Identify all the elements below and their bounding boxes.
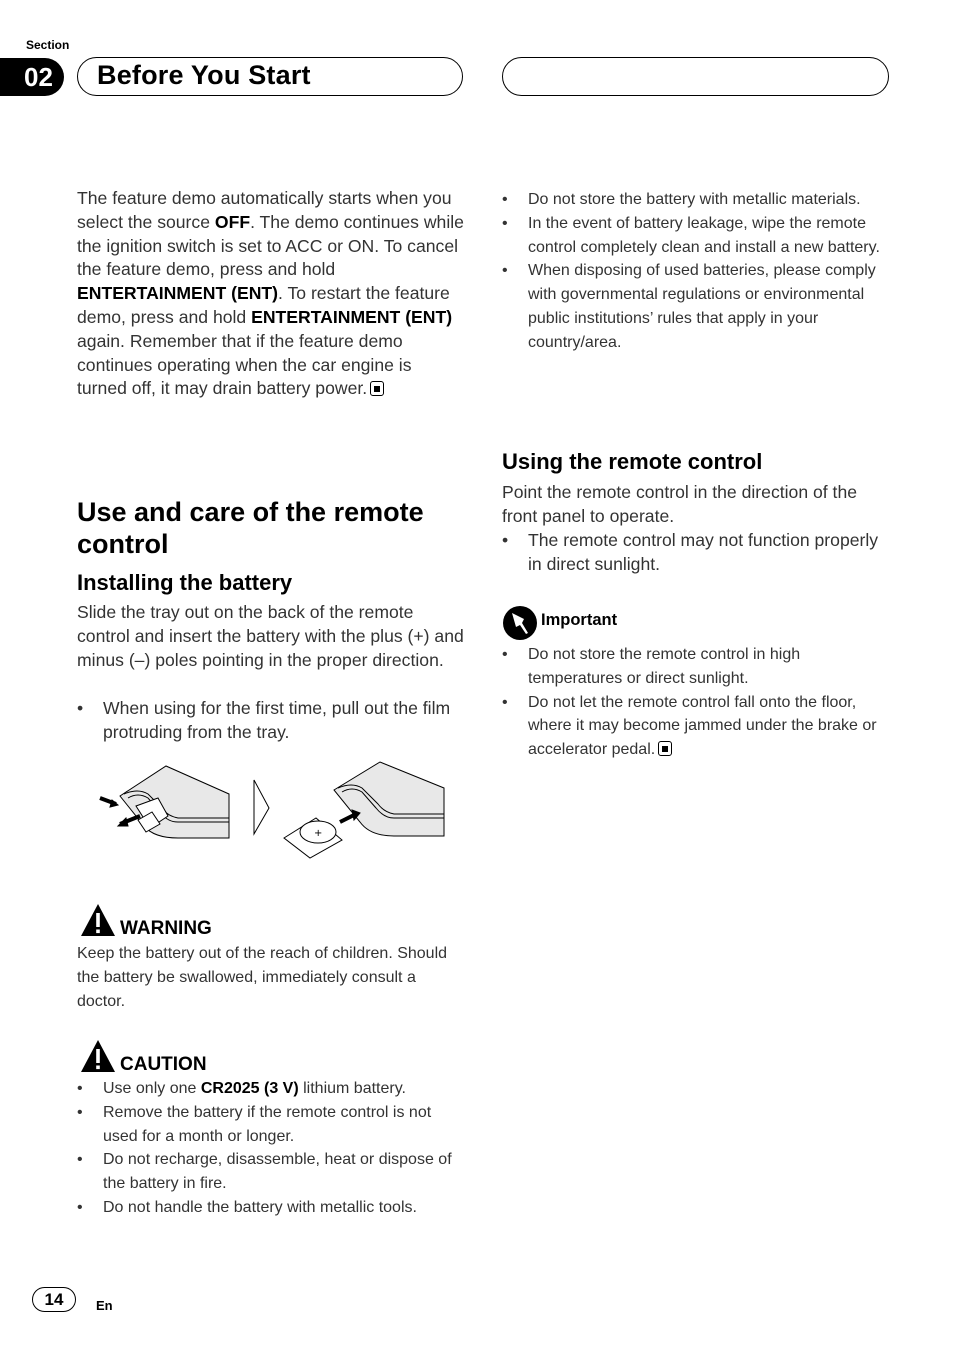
important-icon	[502, 605, 538, 641]
important-label: Important	[541, 611, 618, 629]
caution-icon	[80, 1039, 116, 1073]
list-item: • Do not let the remote control fall onto the floor, where it may become jammed under the brake or accelerator pedal.	[502, 691, 892, 762]
end-of-section-icon	[370, 381, 384, 396]
section-number-badge: 02	[0, 58, 64, 96]
using-remote-bullets	[502, 529, 892, 577]
list-item: • The remote control may not function properly in direct sunlight.	[502, 529, 892, 577]
list-item: • Remove the battery if the remote control is not used for a month or longer.	[77, 1101, 469, 1149]
important-bullets	[502, 643, 892, 762]
using-remote-heading: Using the remote control	[502, 449, 763, 474]
page-title: Before You Start	[97, 60, 311, 90]
list-item: • Do not recharge, disassemble, heat or dispose of the battery in fire.	[77, 1148, 469, 1196]
warning-label: WARNING	[120, 918, 212, 939]
svg-text:+: +	[314, 828, 323, 839]
battery-installation-illustration	[94, 758, 450, 868]
caution-label: CAUTION	[120, 1054, 207, 1075]
end-of-section-icon	[658, 741, 672, 756]
warning-icon	[80, 903, 116, 937]
feature-demo-paragraph: The feature demo automatically starts when you select the source OFF. The demo continues while the ignition switch is set to ACC or ON. To cancel the feature demo, press and hold ENTERTAINMENT (ENT). To restart the feature demo, press and hold ENTERTAINMENT (ENT) again. Remember that if the feature demo continues operating when the car engine is turned off, it may drain battery power.	[77, 188, 464, 399]
right-header-frame	[502, 57, 889, 96]
installing-battery-bullets	[77, 697, 467, 745]
remote-tray-out-drawing	[100, 766, 229, 838]
list-item: • Do not handle the battery with metallic tools.	[77, 1196, 469, 1220]
list-item: • In the event of battery leakage, wipe the remote control completely clean and install a new battery.	[502, 212, 890, 260]
list-item: • Do not store the remote control in high temperatures or direct sunlight.	[502, 643, 892, 691]
list-item: • Do not store the battery with metallic materials.	[502, 188, 890, 212]
language-code: En	[96, 1298, 113, 1313]
list-item: • When using for the first time, pull out the film protruding from the tray.	[77, 697, 467, 745]
arrow-icon	[254, 780, 269, 834]
list-item: • Use only one CR2025 (3 V) lithium battery.	[77, 1077, 469, 1101]
battery-handling-bullets	[502, 188, 890, 355]
remote-battery-insert-drawing	[284, 762, 444, 858]
using-remote-paragraph: Point the remote control in the direction of the front panel to operate.	[502, 482, 858, 526]
caution-bullets	[77, 1077, 469, 1220]
list-item: • When disposing of used batteries, please comply with governmental regulations or environmental public institutions’ rules that apply in your country/area.	[502, 259, 890, 354]
section-label: Section	[26, 38, 70, 52]
remote-care-heading: Use and care of the remote control	[77, 497, 424, 559]
installing-battery-heading: Installing the battery	[77, 570, 293, 595]
installing-battery-paragraph: Slide the tray out on the back of the remote control and insert the battery with the plus (+) and minus (–) poles pointing in the proper direction.	[77, 602, 464, 670]
warning-text: Keep the battery out of the reach of children. Should the battery be swallowed, immediately consult a doctor.	[77, 945, 448, 1010]
page-number: 14	[32, 1287, 76, 1312]
